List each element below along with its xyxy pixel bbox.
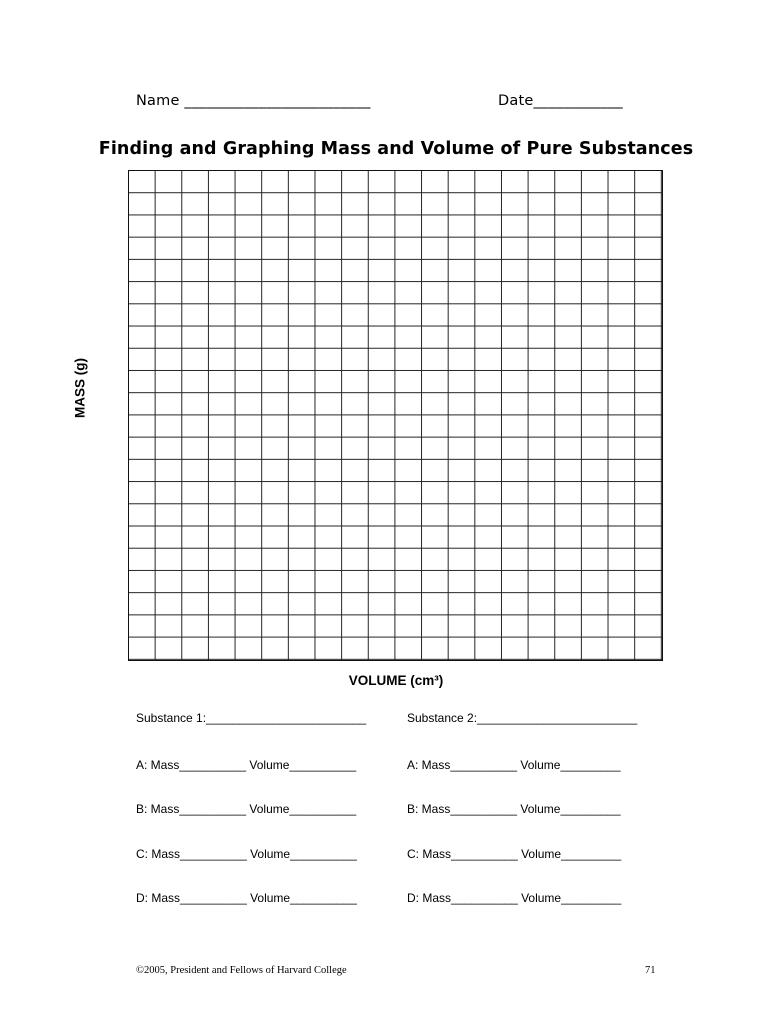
substance-2-entry-b[interactable]: B: Mass__________ Volume_________ — [407, 802, 621, 816]
substance-2-name-field[interactable]: Substance 2:________________________ — [407, 711, 638, 725]
substance-1-entry-c[interactable]: C: Mass__________ Volume__________ — [136, 847, 357, 861]
page-number: 71 — [645, 965, 656, 976]
substance-2-entry-d[interactable]: D: Mass__________ Volume_________ — [407, 891, 622, 905]
y-axis-label: MASS (g) — [72, 358, 88, 418]
name-field[interactable]: Name _________________________ — [136, 93, 371, 109]
substance-1-entry-a[interactable]: A: Mass__________ Volume__________ — [136, 758, 357, 772]
substance-1-entry-d[interactable]: D: Mass__________ Volume__________ — [136, 891, 357, 905]
worksheet-title: Finding and Graphing Mass and Volume of Pure Substances — [98, 139, 694, 159]
substance-1-name-field[interactable]: Substance 1:________________________ — [136, 711, 367, 725]
date-field[interactable]: Date____________ — [498, 93, 623, 109]
graph-grid — [128, 170, 663, 661]
copyright-footer: ©2005, President and Fellows of Harvard College — [136, 965, 347, 976]
substance-2-entry-c[interactable]: C: Mass__________ Volume_________ — [407, 847, 622, 861]
substance-1-entry-b[interactable]: B: Mass__________ Volume__________ — [136, 802, 357, 816]
x-axis-label: VOLUME (cm³) — [348, 673, 444, 688]
substance-2-entry-a[interactable]: A: Mass__________ Volume_________ — [407, 758, 621, 772]
